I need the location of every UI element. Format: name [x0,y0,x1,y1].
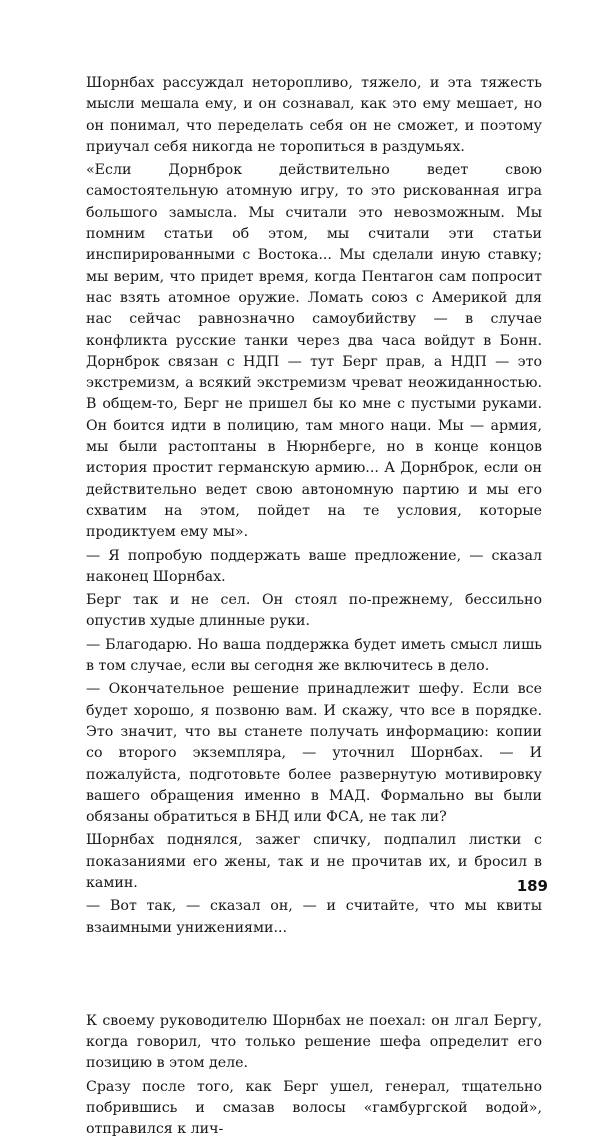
paragraph: Берг так и не сел. Он стоял по-прежнему, бессильно опустив худые длинные руки. [86,592,542,630]
paragraph: «Если Дорнброк действительно ведет свою самостоятельную атомную игру, то это рискованная игра большого замысла. Мы считали это невозможным. Мы помним статьи об этом, мы считали эти статьи инспирированными с Востока... Мы сделали иную ставку; мы верим, что придет время, когда Пентагон сам попросит нас взять атомное оружие. Ломать союз с Америкой для нас сейчас равнозначно самоубийству — в случае конфликта русские танки через два часа войдут в Бонн. Дорнброк связан с НДП — тут Берг прав, а НДП — это экстремизм, а всякий экстремизм чреват неожиданностью. В общем-то, Берг не пришел бы ко мне с пустыми руками. Он боится идти в полицию, там много наци. Мы — армия, мы были растоптаны в Нюрнберге, но в конце концов история простит германскую армию... А Дорнброк, если он действительно ведет свою автономную партию и мы его схватим на этом, пойдет на те условия, которые продиктуем ему мы». [86,162,542,541]
paragraph: — Окончательное решение принадлежит шефу. Если все будет хорошо, я позвоню вам. И скажу, что все в порядке. Это значит, что вы станете получать информацию: копии со второго экземпляра, — уточнил Шорнбах. — И пожалуйста, подготовьте более развернутую мотивировку вашего обращения именно в МАД. Формально вы были обязаны обратиться в БНД или ФСА, не так ли? [86,681,542,826]
book-page-text [86,73,542,1141]
text-section-second [86,1011,542,1141]
paragraph: Шорнбах рассуждал неторопливо, тяжело, и эта тяжесть мысли мешала ему, и он сознавал, как это ему мешает, но он понимал, что переделать себя он не сможет, и поэтому приучал себя никогда не торопиться в раздумьях. [86,75,542,155]
paragraph: Сразу после того, как Берг ушел, генерал, тщательно побрившись и смазав волосы «гамбургской водой», отправился к лич- [86,1078,542,1138]
text-section-first [86,73,542,939]
paragraph: Шорнбах поднялся, зажег спичку, подпалил листки с показаниями его жены, так и не прочитав их, и бросил в камин. [86,832,542,891]
paragraph: — Вот так, — сказал он, — и считайте, что мы квиты взаимными унижениями... [86,898,542,936]
page-number: 189 [516,877,548,895]
paragraph: — Я попробую поддержать ваше предложение, — сказал наконец Шорнбах. [86,547,542,585]
paragraph: — Благодарю. Но ваша поддержка будет иметь смысл лишь в том случае, если вы сегодня же включитесь в дело. [86,636,542,675]
paragraph: К своему руководителю Шорнбах не поехал: он лгал Бергу, когда говорил, что только решение шефа определит его позицию в этом деле. [86,1012,542,1072]
